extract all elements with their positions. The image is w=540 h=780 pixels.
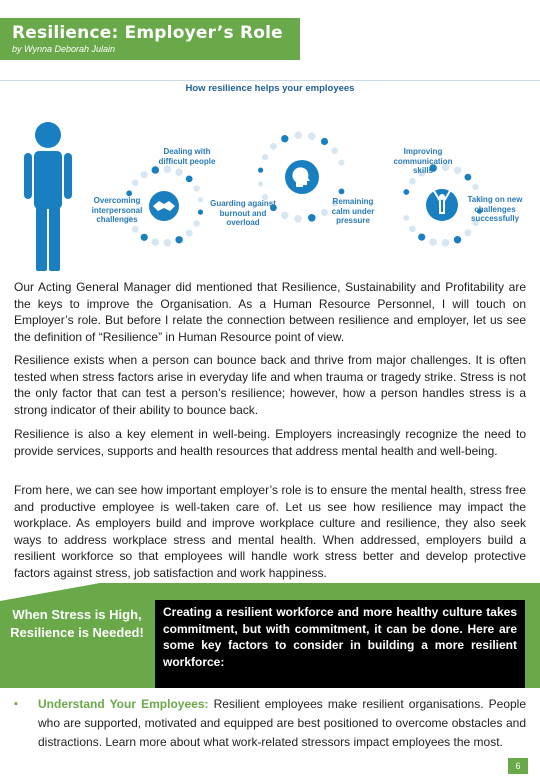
article-title: Resilience: Employer’s Role: [12, 23, 283, 43]
wave-dot: [194, 185, 200, 191]
paragraph-1: Our Acting General Manager did mentioned that Resilience, Sustainability and Profitability are the keys to improve the Organisation. As a Human Resource Personnel, I will touch on Employer’s role. But before I relate the connection between resilience and employer, let us see the definition of “Resilience” in Human Resource point of view.: [14, 280, 526, 344]
wave-dot: [164, 239, 172, 247]
wave-dot: [164, 165, 172, 173]
wave-dot: [281, 212, 288, 219]
wave-dot: [175, 236, 182, 243]
label-communication: Improving communication skills: [393, 147, 453, 175]
wave-dot: [465, 229, 472, 236]
wave-dot: [198, 197, 203, 202]
wave-dot: [321, 138, 328, 145]
label-calm: Remaining calm under pressure: [331, 197, 375, 225]
wave-dot: [132, 226, 139, 233]
wave-dot: [258, 168, 263, 173]
label-new-challenges: Taking on new challenges successfully: [467, 195, 523, 223]
resilience-infographic: [0, 80, 540, 272]
wave-dot: [465, 174, 472, 181]
article-header: [0, 18, 300, 60]
wave-dot: [281, 135, 288, 142]
wave-dot: [339, 160, 345, 166]
head-icon: [285, 160, 319, 194]
handshake-icon: [149, 191, 179, 221]
person-icon: [24, 122, 72, 271]
wave-dot: [454, 236, 461, 243]
wave-dot: [308, 132, 316, 140]
callout-title: When Stress is High, Resilience is Needed!: [10, 607, 144, 640]
wave-dot: [429, 238, 437, 246]
paragraph-3: Resilience is also a key element in well-being. Employers increasingly recognize the need to provide services, supports and health resources that address mental health and well-being.: [14, 427, 526, 458]
wave-dot: [152, 166, 160, 174]
wave-dot: [141, 171, 148, 178]
article-byline: by Wynna Deborah Julain: [12, 44, 116, 54]
wave-dot: [132, 180, 139, 187]
wave-dot: [294, 215, 302, 223]
paragraph-2: Resilience exists when a person can bounce back and thrive from major challenges. It is often tested when stress factors arise in everyday life and when trauma or tragedy strike. Stress is not the only factor that can test a person’s resilience; however, how a person handles stress is a strong indicator of their ability to bounce back.: [14, 353, 526, 417]
wave-dot: [339, 189, 345, 195]
wave-dot: [186, 230, 193, 237]
label-difficult-people: Dealing with difficult people: [158, 147, 216, 166]
wave-dot: [308, 214, 316, 222]
wave-dot: [175, 169, 182, 176]
victory-person-icon: [426, 189, 458, 221]
wave-dot: [186, 176, 193, 183]
page-number: 6: [508, 758, 528, 774]
paragraph-4: From here, we can see how important employer’s role is to ensure the mental health, stress free and productive employee is well-taken care of. Let us see how resilience may impact the workplace. As employers build and improve workplace culture and resilience, they also seek ways to address workplace stress and mental health. When addressed, employers build a resilient workforce so that employees will handle work stress better and develop protective factors against stress, job satisfaction and work happiness.: [14, 483, 526, 580]
label-interpersonal: Overcoming interpersonal challenges: [91, 196, 143, 224]
bullet-understand-employees: [14, 695, 526, 752]
wave-dot: [152, 238, 160, 246]
wave-dot: [418, 234, 425, 241]
infographic-title: How resilience helps your employees: [0, 83, 540, 94]
wave-dot: [472, 184, 478, 190]
wave-dot: [409, 226, 416, 233]
wave-dot: [198, 210, 203, 215]
bullet-marker: ▪: [14, 698, 18, 710]
wave-dot: [331, 147, 338, 154]
callout-band-notch: [0, 583, 100, 601]
wave-dot: [262, 154, 268, 160]
callout-box: Creating a resilient workforce and more healthy culture takes commitment, but with commitment, it can be done. Here are some key factors to consider in building a more resilient workforce:: [155, 600, 525, 688]
wave-dot: [270, 143, 277, 150]
wave-dot: [194, 220, 200, 226]
bullet-lead: Understand Your Employees:: [38, 697, 209, 711]
wave-dot: [403, 189, 409, 195]
wave-dot: [442, 239, 450, 247]
wave-dot: [258, 181, 263, 186]
wave-dot: [141, 234, 148, 241]
wave-dot: [403, 215, 409, 221]
infographic-graphic: [0, 81, 540, 273]
label-burnout: Guarding against burnout and overload: [210, 199, 276, 227]
wave-dot: [294, 131, 302, 139]
bullet-text: Resilient employees make resilient organisations. People who are supported, motivated and equipped are best positioned to overcome obstacles and distractions. Learn more about what work-related stressors impact employees the most.: [38, 697, 527, 749]
wave-dot: [409, 178, 416, 185]
